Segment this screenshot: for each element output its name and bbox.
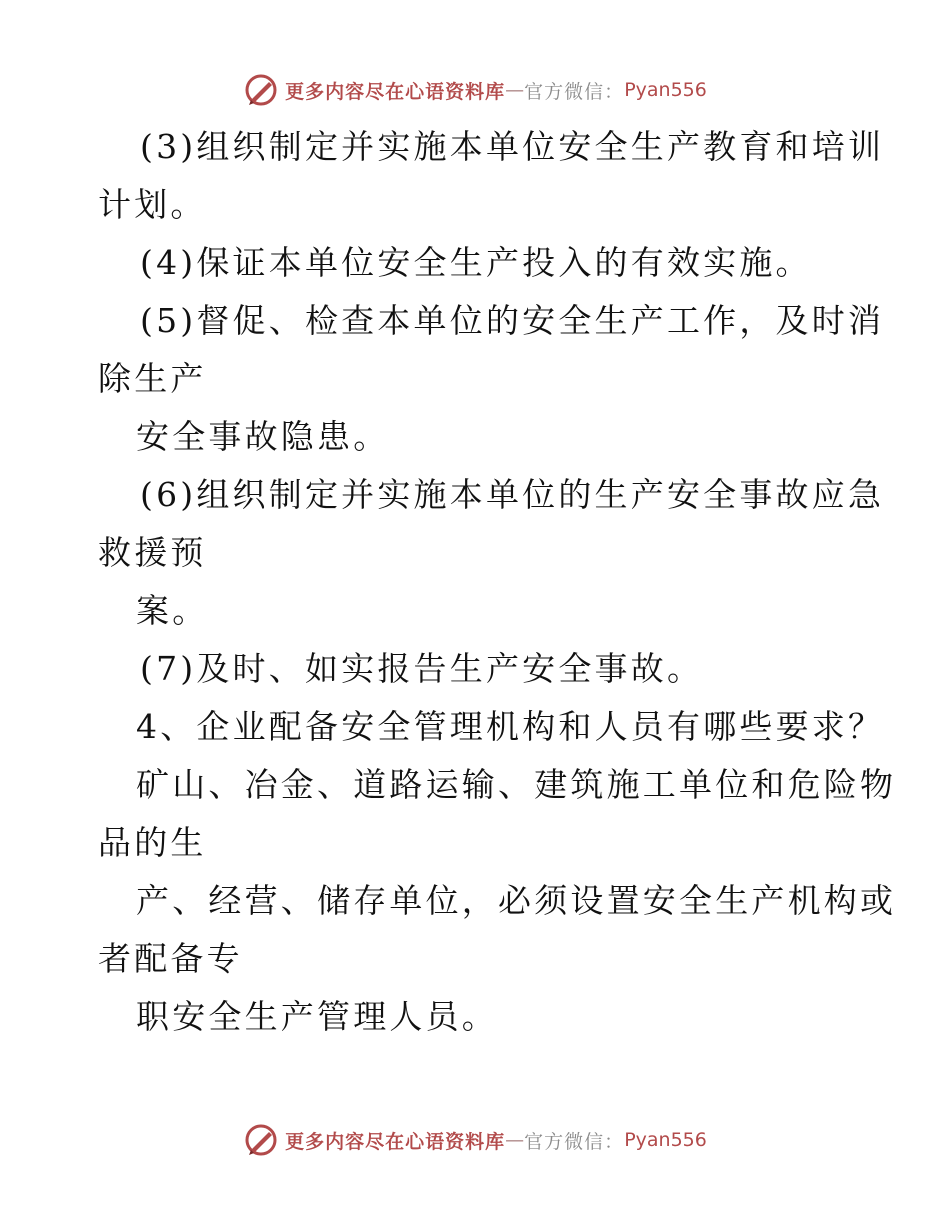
text-line: 品的生 xyxy=(98,823,207,862)
text-line: (7)及时、如实报告生产安全事故。 xyxy=(140,649,704,688)
watermark-sub-text: 官方微信： xyxy=(524,1130,625,1153)
watermark-separator: — xyxy=(505,1129,525,1151)
text-line: (4)保证本单位安全生产投入的有效实施。 xyxy=(140,243,812,282)
text-line: 矿山、冶金、道路运输、建筑施工单位和危险物 xyxy=(136,765,897,804)
pen-logo-icon xyxy=(243,72,279,108)
watermark-main-text: 更多内容尽在心语资料库 xyxy=(285,1130,506,1153)
text-line: 计划。 xyxy=(98,185,207,224)
header-watermark xyxy=(0,70,950,110)
text-line: 产、经营、储存单位，必须设置安全生产机构或 xyxy=(136,881,897,920)
watermark-id: Pyan556 xyxy=(624,79,707,101)
text-line: 安全事故隐患。 xyxy=(136,417,390,456)
watermark-separator: — xyxy=(505,79,525,101)
text-line: (6)组织制定并实施本单位的生产安全事故应急 xyxy=(140,475,885,514)
text-line: 救援预 xyxy=(98,533,207,572)
watermark-id: Pyan556 xyxy=(624,1129,707,1151)
footer-watermark xyxy=(0,1120,950,1160)
watermark-main-text: 更多内容尽在心语资料库 xyxy=(285,80,506,103)
text-line: 案。 xyxy=(136,591,209,630)
text-line: 4、企业配备安全管理机构和人员有哪些要求？ xyxy=(136,707,885,746)
text-line: (5)督促、检查本单位的安全生产工作，及时消 xyxy=(140,301,885,340)
watermark-sub-text: 官方微信： xyxy=(524,80,625,103)
pen-logo-icon xyxy=(243,1122,279,1158)
text-line: 职安全生产管理人员。 xyxy=(136,997,498,1036)
text-line: 除生产 xyxy=(98,359,207,398)
text-line: (3)组织制定并实施本单位安全生产教育和培训 xyxy=(140,127,885,166)
text-line: 者配备专 xyxy=(98,939,243,978)
